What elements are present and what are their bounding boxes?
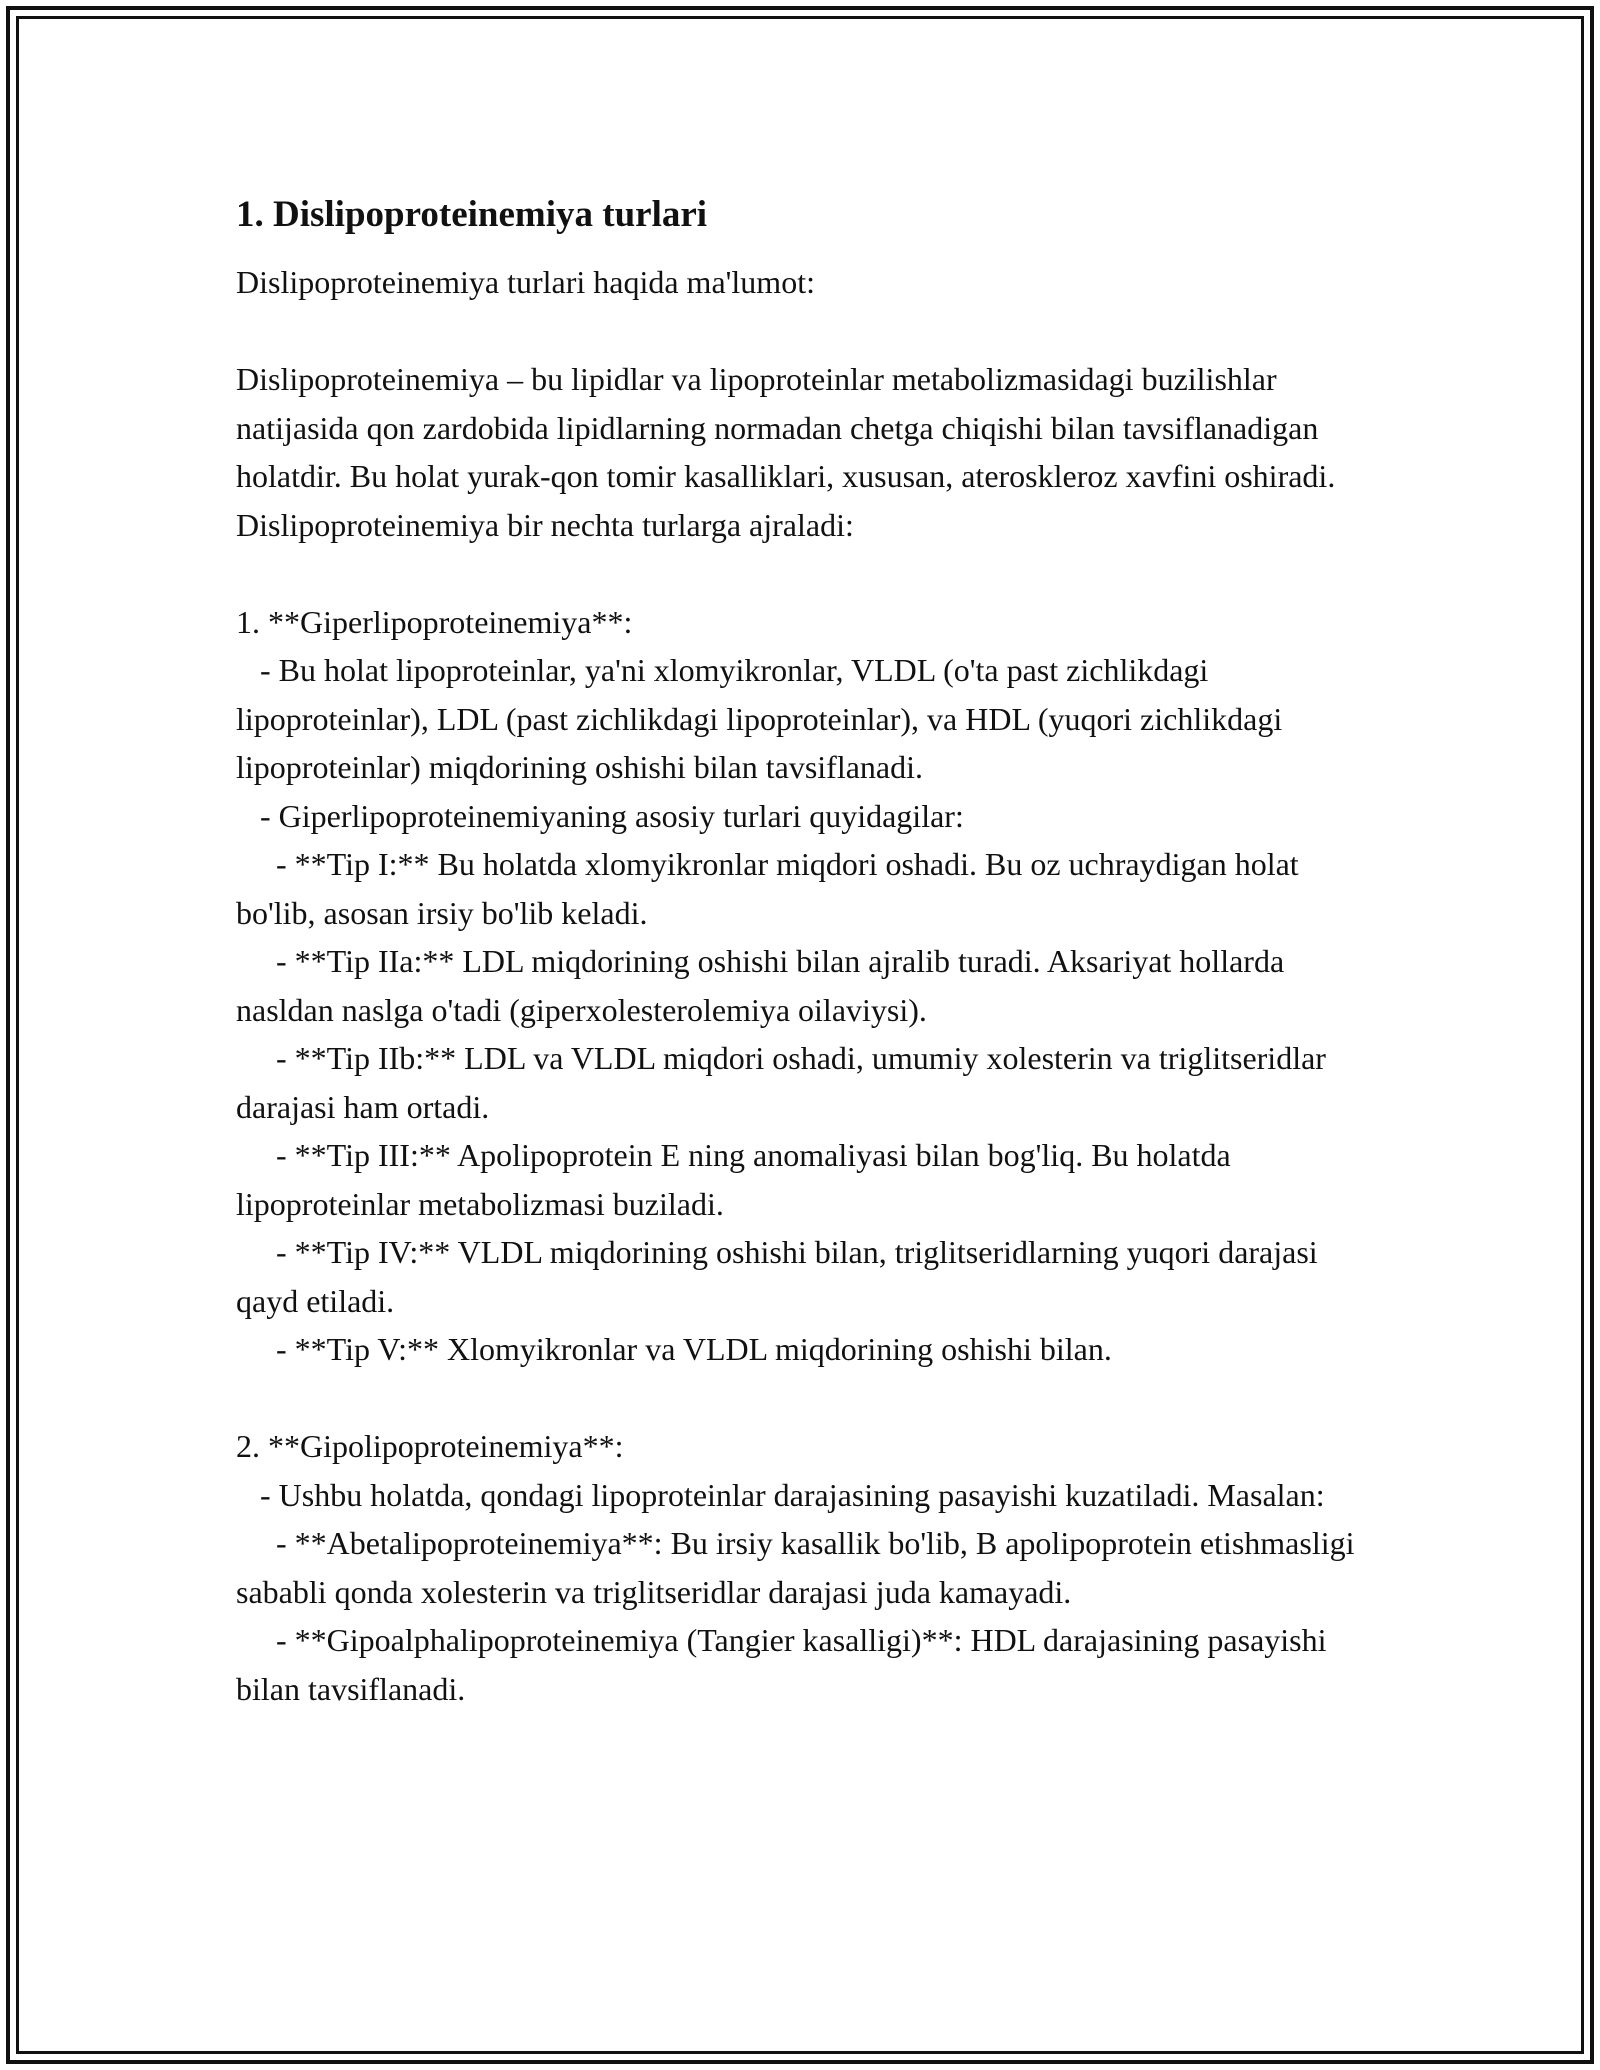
- list-item: - **Tip V:** Xlomyikronlar va VLDL miqdorining oshishi bilan.: [236, 1331, 1112, 1367]
- list-item: - **Tip IV:** VLDL miqdorining oshishi bilan, triglitseridlarning yuqori darajasi qayd etiladi.: [236, 1234, 1326, 1319]
- list-item: - Ushbu holatda, qondagi lipoproteinlar darajasining pasayishi kuzatiladi. Masalan:: [236, 1476, 1325, 1513]
- list-item: - **Abetalipoproteinemiya**: Bu irsiy kasallik bo'lib, B apolipoprotein etishmasligi sababli qonda xolesterin va triglitseridlar darajasi juda kamayadi.: [236, 1525, 1363, 1610]
- section-giperlipoproteinemiya: [236, 598, 1376, 1374]
- definition-paragraph: Dislipoproteinemiya – bu lipidlar va lipoproteinlar metabolizmasidagi buzilishlar natijasida qon zardobida lipidlarning normadan chetga chiqishi bilan tavsiflanadigan holatdir. Bu holat yurak-qon tomir kasalliklari, xususan, ateroskleroz xavfini oshiradi. Dislipoproteinemiya bir nechta turlarga ajraladi:: [236, 361, 1344, 543]
- list-item: - Giperlipoproteinemiyaning asosiy turlari quyidagilar:: [236, 797, 964, 834]
- list-item: - Bu holat lipoproteinlar, ya'ni xlomyikronlar, VLDL (o'ta past zichlikdagi lipoproteinlar), LDL (past zichlikdagi lipoproteinlar), va HDL (yuqori zichlikdagi lipoproteinlar) miqdorining oshishi bilan tavsiflanadi.: [236, 652, 1291, 785]
- section-heading: 1. **Giperlipoproteinemiya**:: [236, 603, 633, 640]
- paragraph-gap: [236, 1374, 1376, 1423]
- section-heading: 2. **Gipolipoproteinemiya**:: [236, 1428, 624, 1464]
- document-title: 1. Dislipoproteinemiya turlari: [236, 194, 708, 235]
- list-item: - **Gipoalphalipoproteinemiya (Tangier kasalligi)**: HDL darajasining pasayishi bilan tavsiflanadi.: [236, 1622, 1335, 1707]
- list-item: - **Tip I:** Bu holatda xlomyikronlar miqdori oshadi. Bu oz uchraydigan holat bo'lib, asosan irsiy bo'lib keladi.: [236, 846, 1307, 931]
- list-item: - **Tip IIb:** LDL va VLDL miqdori oshadi, umumiy xolesterin va triglitseridlar darajasi ham ortadi.: [236, 1040, 1334, 1125]
- document-body: [236, 186, 1376, 1713]
- section-gipolipoproteinemiya: [236, 1422, 1376, 1713]
- list-item: - **Tip IIa:** LDL miqdorining oshishi bilan ajralib turadi. Aksariyat hollarda nasldan naslga o'tadi (giperxolesterolemiya oilaviysi).: [236, 943, 1293, 1028]
- paragraph-gap: [236, 307, 1376, 356]
- intro-text: Dislipoproteinemiya turlari haqida ma'lumot:: [236, 264, 815, 300]
- paragraph-gap: [236, 549, 1376, 598]
- list-item: - **Tip III:** Apolipoprotein E ning anomaliyasi bilan bog'liq. Bu holatda lipoproteinlar metabolizmasi buziladi.: [236, 1137, 1239, 1222]
